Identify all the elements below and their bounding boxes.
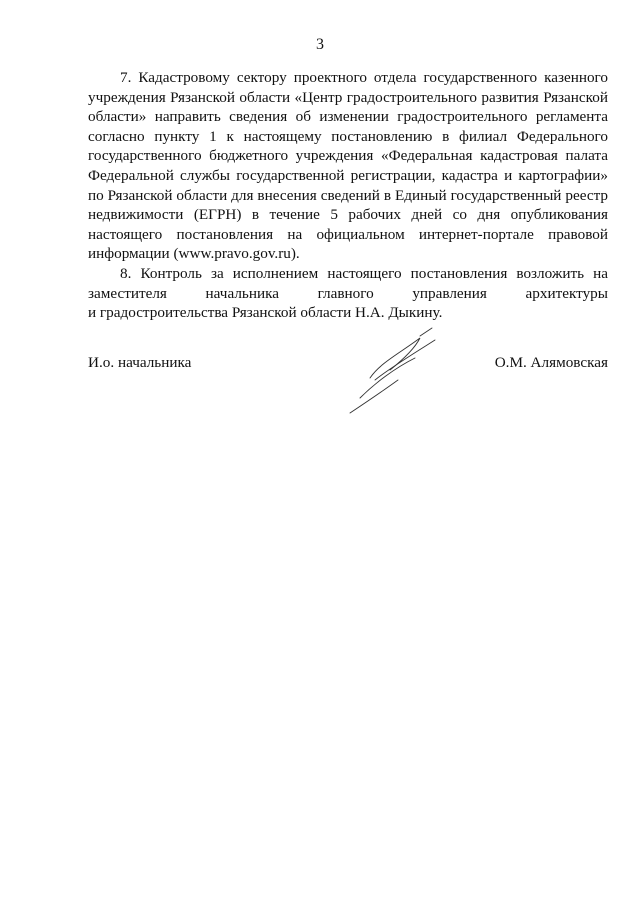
paragraph-8-line-2: и градостроительства Рязанской области Н.А. Дыкину. (88, 304, 443, 322)
page-number: 3 (316, 36, 324, 53)
paragraph-7: 7. Кадастровому сектору проектного отдела государственного казенного учреждения Рязанской области «Центр градостроительного развития Рязанской области» направить сведения об изменении градостроительного регламента согласно пункту 1 к настоящему постановлению в филиал Федерального государственного бюджетного учреждения «Федеральная кадастровая палата Федеральной службы государственной регистрации, кадастра и картографии» по Рязанской области для внесения сведений в Единый государственный реестр недвижимости (ЕГРН) в течение 5 рабочих дней со дня опубликования настоящего постановления на официальном интернет-портале правовой информации (www.pravo.gov.ru). (88, 69, 608, 263)
paragraph-8-line-1: 8. Контроль за исполнением настоящего постановления возложить на заместителя начальника главного управления архитектуры (88, 264, 608, 302)
signatory-name: О.М. Алямовская (494, 354, 608, 371)
signature-block (88, 354, 608, 378)
signatory-position: И.о. начальника (88, 354, 192, 371)
document-body (88, 68, 608, 323)
